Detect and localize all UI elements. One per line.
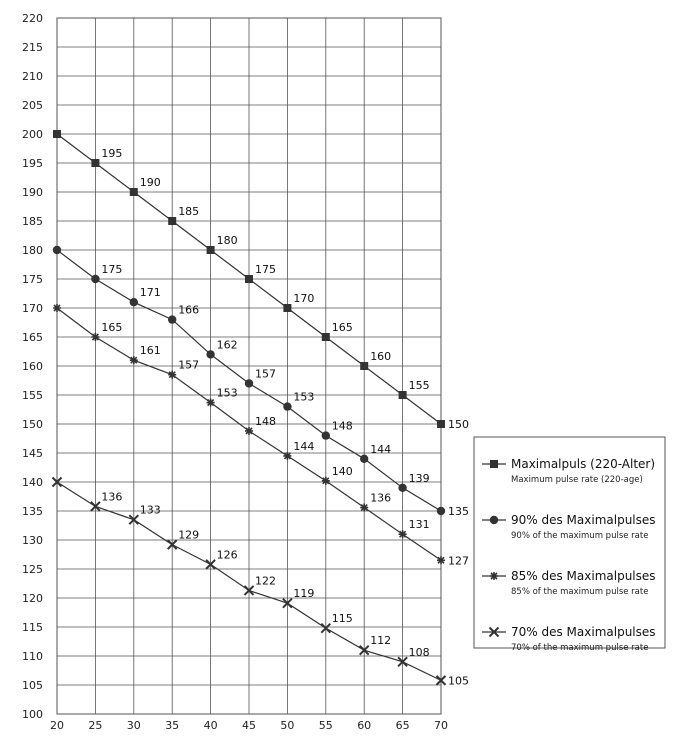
data-point-circle (206, 350, 214, 358)
data-point-star (168, 371, 176, 379)
data-point-star (360, 504, 368, 512)
data-point-circle (53, 246, 61, 254)
legend-marker-star (490, 572, 498, 580)
data-point-square (91, 159, 99, 167)
legend-marker-circle (490, 516, 498, 524)
data-label: 153 (216, 386, 238, 400)
data-point-circle (360, 455, 368, 463)
data-point-square (130, 188, 138, 196)
data-label: 175 (101, 263, 123, 276)
data-point-circle (398, 484, 406, 492)
y-tick-label: 145 (22, 447, 43, 460)
data-label: 162 (216, 338, 238, 352)
data-point-star (283, 452, 291, 460)
x-tick-label: 45 (242, 719, 256, 732)
y-tick-label: 200 (22, 128, 43, 141)
y-tick-label: 135 (22, 505, 43, 518)
data-label: 171 (139, 286, 161, 300)
data-label: 170 (293, 292, 315, 305)
data-label: 153 (293, 390, 315, 404)
data-label: 144 (293, 439, 315, 453)
data-label: 157 (178, 358, 200, 372)
y-tick-label: 180 (22, 244, 43, 257)
data-point-star (245, 427, 253, 435)
y-tick-label: 155 (22, 389, 43, 402)
y-tick-label: 195 (22, 157, 43, 170)
grid (57, 18, 441, 714)
data-label: 185 (178, 205, 200, 218)
data-label: 180 (216, 234, 238, 247)
data-label: 144 (370, 442, 392, 456)
legend-sublabel: 90% of the maximum pulse rate (511, 531, 649, 541)
x-tick-label: 55 (318, 719, 333, 732)
data-point-star (322, 477, 330, 485)
y-tick-label: 185 (22, 215, 43, 228)
x-tick-label: 70 (434, 719, 448, 732)
data-label: 148 (331, 419, 353, 433)
y-tick-label: 140 (22, 476, 43, 489)
y-tick-label: 190 (22, 186, 43, 199)
data-point-circle (322, 431, 330, 439)
data-point-square (399, 391, 407, 399)
data-point-square (207, 246, 215, 254)
legend-sublabel: 85% of the maximum pulse rate (511, 587, 649, 597)
data-label: 133 (139, 503, 161, 517)
data-label: 108 (408, 645, 430, 659)
x-tick-label: 60 (357, 719, 372, 732)
y-tick-label: 130 (22, 534, 43, 547)
data-point-circle (437, 507, 445, 515)
data-point-square (437, 420, 445, 428)
data-label: 195 (101, 147, 123, 160)
x-tick-label: 35 (165, 719, 180, 732)
x-tick-label: 30 (126, 719, 141, 732)
data-label: 122 (255, 574, 276, 588)
data-label: 139 (408, 471, 430, 485)
data-point-circle (91, 275, 99, 283)
legend-marker-square (490, 460, 498, 468)
data-label: 161 (139, 344, 161, 358)
data-point-circle (283, 402, 291, 410)
axis-ticks (22, 12, 448, 732)
y-tick-label: 100 (22, 708, 43, 721)
data-label: 129 (178, 528, 200, 542)
data-label: 127 (448, 554, 469, 568)
data-label: 157 (255, 367, 276, 381)
y-tick-label: 105 (22, 679, 43, 692)
y-tick-label: 125 (22, 563, 43, 576)
legend-label: 90% des Maximalpulses (511, 513, 656, 527)
data-label: 140 (331, 464, 353, 478)
data-label: 115 (331, 612, 353, 626)
data-label: 175 (255, 263, 276, 276)
data-label: 166 (178, 303, 200, 317)
y-tick-label: 165 (22, 331, 43, 344)
data-point-star (130, 356, 138, 364)
data-label: 155 (408, 379, 430, 392)
data-point-circle (130, 298, 138, 306)
legend-label: Maximalpuls (220-Alter) (511, 457, 656, 471)
legend-label: 85% des Maximalpulses (511, 569, 656, 583)
data-point-square (53, 130, 61, 138)
data-label: 160 (370, 350, 392, 363)
y-tick-label: 115 (22, 621, 43, 634)
x-tick-label: 40 (203, 719, 218, 732)
legend-sublabel: Maximum pulse rate (220-age) (511, 475, 643, 485)
data-label: 165 (101, 321, 123, 334)
data-point-square (245, 275, 253, 283)
data-point-square (322, 333, 330, 341)
legend-sublabel: 70% of the maximum pulse rate (511, 643, 649, 653)
data-point-circle (168, 315, 176, 323)
data-point-star (91, 333, 99, 341)
x-tick-label: 65 (395, 719, 410, 732)
data-label: 136 (370, 491, 392, 505)
x-tick-label: 25 (88, 719, 103, 732)
legend-label: 70% des Maximalpulses (511, 625, 656, 639)
data-point-star (437, 556, 445, 564)
y-tick-label: 205 (22, 99, 43, 112)
y-tick-label: 170 (22, 302, 43, 315)
y-tick-label: 120 (22, 592, 43, 605)
y-tick-label: 160 (22, 360, 43, 373)
y-tick-label: 220 (22, 12, 43, 25)
data-label: 105 (448, 674, 469, 688)
y-tick-label: 175 (22, 273, 43, 286)
data-point-star (207, 399, 215, 407)
legend (474, 437, 665, 653)
x-tick-label: 50 (280, 719, 295, 732)
data-point-square (360, 362, 368, 370)
data-label: 119 (293, 587, 315, 601)
data-label: 112 (370, 634, 392, 648)
data-point-star (53, 304, 61, 312)
data-label: 190 (139, 176, 161, 189)
x-tick-label: 20 (50, 719, 64, 732)
data-point-square (168, 217, 176, 225)
data-label: 126 (216, 548, 238, 562)
data-label: 131 (408, 518, 430, 532)
y-tick-label: 150 (22, 418, 43, 431)
data-label: 150 (448, 418, 469, 431)
y-tick-label: 215 (22, 41, 43, 54)
data-label: 135 (448, 505, 469, 518)
data-point-square (283, 304, 291, 312)
y-tick-label: 210 (22, 70, 43, 83)
data-label: 136 (101, 490, 123, 504)
data-point-star (399, 530, 407, 538)
y-tick-label: 110 (22, 650, 43, 663)
data-point-circle (245, 379, 253, 387)
data-label: 148 (255, 414, 276, 428)
data-label: 165 (331, 321, 353, 334)
